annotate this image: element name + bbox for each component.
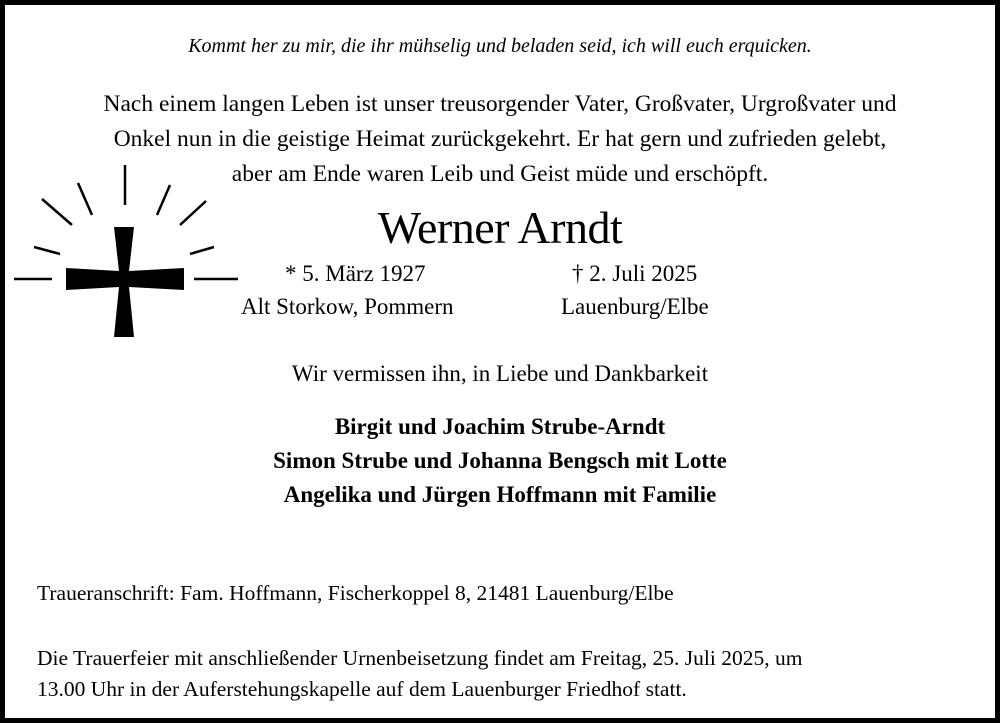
mourner-line: Simon Strube und Johanna Bengsch mit Lotte — [273, 448, 727, 473]
birth-place: Alt Storkow, Pommern — [241, 294, 454, 319]
ceremony-line: Die Trauerfeier mit anschließender Urnenbeisetzung findet am Freitag, 25. Juli 2025, um — [37, 646, 803, 670]
intro-line: Nach einem langen Leben ist unser treusorgender Vater, Großvater, Urgroßvater und — [103, 91, 897, 117]
deceased-name: Werner Arndt — [377, 202, 623, 253]
mourner-line: Birgit und Joachim Strube-Arndt — [334, 414, 666, 439]
intro-line: Onkel nun in die geistige Heimat zurückgekehrt. Er hat gern und zufrieden gelebt, — [113, 126, 887, 152]
death-place: Lauenburg/Elbe — [561, 294, 709, 319]
miss-line: Wir vermissen ihn, in Liebe und Dankbarkeit — [291, 361, 709, 386]
mourners-list — [5, 410, 995, 512]
birth-date: * 5. März 1927 — [285, 261, 426, 286]
bible-verse: Kommt her zu mir, die ihr mühselig und beladen seid, ich will euch erquicken. — [188, 35, 812, 57]
ceremony-info — [37, 643, 802, 705]
ceremony-line: 13.00 Uhr in der Auferstehungskapelle auf dem Lauenburger Friedhof statt. — [37, 677, 687, 701]
intro-line: aber am Ende waren Leib und Geist müde und erschöpft. — [231, 161, 769, 187]
death-date: † 2. Juli 2025 — [572, 261, 698, 286]
mourning-address: Traueranschrift: Fam. Hoffmann, Fischerkoppel 8, 21481 Lauenburg/Elbe — [37, 581, 674, 605]
mourner-line: Angelika und Jürgen Hoffmann mit Familie — [283, 482, 717, 507]
